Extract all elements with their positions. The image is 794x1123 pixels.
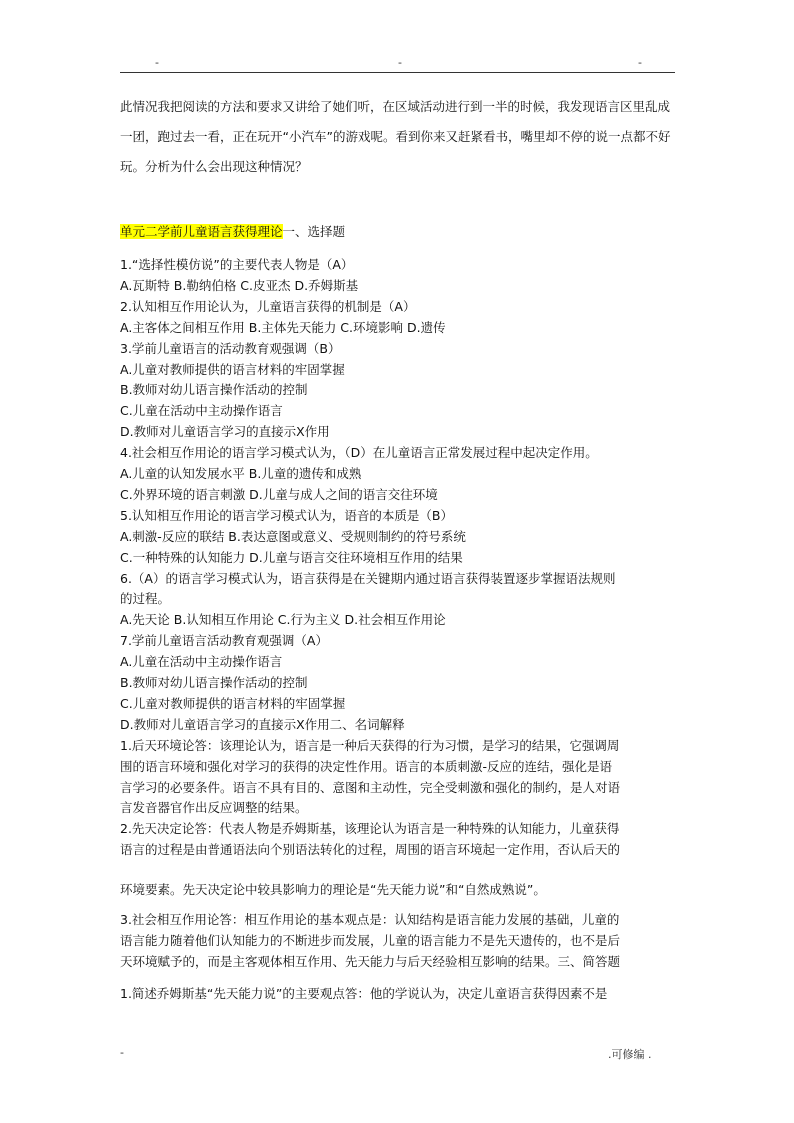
- text-line: 的过程。: [120, 591, 171, 607]
- header-mark-left: -: [155, 56, 159, 69]
- text-line: B.教师对幼儿语言操作活动的控制: [120, 382, 308, 398]
- text-line: B.教师对幼儿语言操作活动的控制: [120, 675, 308, 690]
- text-line: 2.先天决定论答：代表人物是乔姆斯基，该理论认为语言是一种特殊的认知能力，儿童获得: [120, 821, 620, 837]
- header-mark-right: -: [638, 56, 642, 69]
- text-line: A.先天论 B.认知相互作用论 C.行为主义 D.社会相互作用论: [120, 612, 446, 628]
- text-line: 言学习的必要条件。语言不具有目的、意图和主动性，完全受刺激和强化的制约，是人对语: [120, 779, 621, 795]
- text-line: 围的语言环境和强化对学习的获得的决定性作用。语言的本质刺激-反应的连结，强化是语: [120, 758, 613, 774]
- text-line: A.主客体之间相互作用 B.主体先天能力 C.环境影响 D.遗传: [120, 319, 446, 335]
- text-line: 3.学前儿童语言的活动教育观强调（B）: [120, 340, 341, 356]
- text-line: 1.简述乔姆斯基“先天能力说”的主要观点答：他的学说认为，决定儿童语言获得因素不是: [120, 986, 608, 1001]
- text-line: 语言的过程是由普通语法向个别语法转化的过程，周围的语言环境起一定作用，否认后天的: [120, 842, 621, 858]
- text-line: 言发音器官作出反应调整的结果。: [120, 800, 308, 816]
- text-line: 3.社会相互作用论答：相互作用论的基本观点是：认知结构是语言能力发展的基础，儿童的: [120, 912, 620, 927]
- text-line: 语言能力随着他们认知能力的不断进步而发展，儿童的语言能力不是先天遗传的，也不是后: [120, 933, 621, 948]
- text-line: A.刺激-反应的联结 B.表达意图或意义、受规则制约的符号系统: [120, 528, 466, 544]
- text-line: 环境要素。先天决定论中较具影响力的理论是“先天能力说”和“自然成熟说”。: [120, 882, 546, 897]
- unit-heading: [120, 222, 675, 242]
- text-line: 1.“选择性模仿说”的主要代表人物是（A）: [120, 257, 354, 272]
- unit-title: 单元二学前儿童语言获得理论: [120, 224, 283, 239]
- text-line: D.教师对儿童语言学习的直接示X作用二、名词解释: [120, 716, 405, 732]
- text-line: D.教师对儿童语言学习的直接示X作用: [120, 424, 330, 440]
- header-mark-center: -: [398, 56, 402, 69]
- text-line: C.儿童对教师提供的语言材料的牢固掌握: [120, 695, 346, 711]
- text-line: 5.认知相互作用论的语言学习模式认为，语音的本质是（B）: [120, 507, 454, 523]
- header-rule: [120, 72, 675, 73]
- text-line: 4.社会相互作用论的语言学习模式认为，（D）在儿童语言正常发展过程中起决定作用。: [120, 445, 598, 461]
- text-line: A.儿童在活动中主动操作语言: [120, 654, 283, 670]
- footer-note: .可修编 .: [608, 1048, 652, 1061]
- footer-mark: -: [120, 1046, 124, 1059]
- section-title: 一、选择题: [282, 224, 346, 239]
- text-line: 7.学前儿童语言活动教育观强调（A）: [120, 633, 328, 649]
- text-line: C.儿童在活动中主动操作语言: [120, 403, 283, 419]
- text-line: A.儿童对教师提供的语言材料的牢固掌握: [120, 361, 345, 377]
- text-line: C.一种特殊的认知能力 D.儿童与语言交往环境相互作用的结果: [120, 549, 463, 565]
- text-line: 6.（A）的语言学习模式认为，语言获得是在关键期内通过语言获得装置逐步掌握语法规则: [120, 570, 616, 586]
- text-line: C.外界环境的语言刺激 D.儿童与成人之间的语言交往环境: [120, 486, 438, 502]
- text-line: A.儿童的认知发展水平 B.儿童的遗传和成熟: [120, 466, 362, 481]
- intro-paragraph: 此情况我把阅读的方法和要求又讲给了她们听，在区域活动进行到一半的时候，我发现语言区里乱成一团，跑过去一看，正在玩开“小汽车”的游戏呢。看到你来又赶紧看书，嘴里却不停的说一点都不好玩。分析为什么会出现这种情况？: [120, 99, 671, 174]
- text-line: 天环境赋予的，而是主客观体相互作用、先天能力与后天经验相互影响的结果。三、简答题: [120, 954, 621, 969]
- text-line: 1.后天环境论答：该理论认为，语言是一种后天获得的行为习惯，是学习的结果，它强调周: [120, 737, 620, 753]
- text-line: 2.认知相互作用论认为，儿童语言获得的机制是（A）: [120, 298, 416, 314]
- text-line: A.瓦斯特 B.勒纳伯格 C.皮亚杰 D.乔姆斯基: [120, 277, 359, 293]
